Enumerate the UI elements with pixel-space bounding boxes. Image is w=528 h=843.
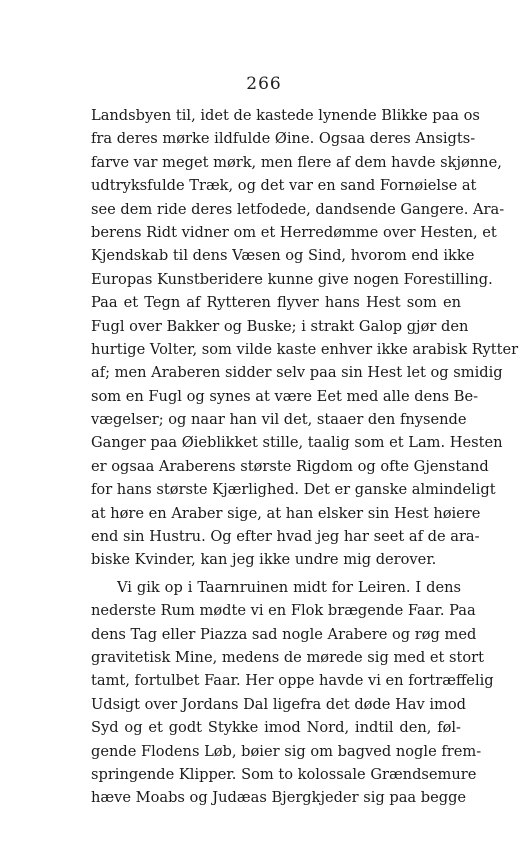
text-line: af; men Araberen sidder selv paa sin Hest let og smidig [91, 364, 503, 382]
text-line: end sin Hustru. Og efter hvad jeg har seet af de ara- [91, 528, 480, 546]
text-line: Syd og et godt Stykke imod Nord, indtil den, føl- [91, 719, 461, 737]
text-line: berens Ridt vidner om et Herredømme over Hesten, et [91, 223, 497, 241]
text-line: hurtige Volter, som vilde kaste enhver ikke arabisk Rytter [91, 340, 519, 358]
text-line: fra deres mørke ildfulde Øine. Ogsaa deres Ansigts- [91, 130, 476, 148]
paragraph-end-line: biske Kvinder, kan jeg ikke undre mig derover. [91, 551, 437, 569]
text-line: tamt, fortulbet Faar. Her oppe havde vi en fortræffelig [91, 672, 494, 690]
body-text [91, 104, 519, 810]
text-line: farve var meget mørk, men flere af dem havde skjønne, [91, 153, 502, 171]
text-line: gravitetisk Mine, medens de mørede sig med et stort [91, 648, 485, 666]
text-line: udtryksfulde Træk, og det var en sand Fornøielse at [91, 177, 477, 195]
text-line: for hans største Kjærlighed. Det er ganske almindeligt [91, 481, 496, 499]
text-line: dens Tag eller Piazza sad nogle Arabere og røg med [91, 625, 477, 643]
text-line: vægelser; og naar han vil det, staaer den fnysende [91, 411, 467, 429]
text-line: gende Flodens Løb, bøier sig om bagved nogle frem- [91, 742, 482, 760]
page-number: 266 [246, 74, 282, 94]
text-line: er ogsaa Araberens største Rigdom og ofte Gjenstand [91, 457, 489, 475]
text-line: at høre en Araber sige, at han elsker sin Hest høiere [91, 504, 481, 522]
text-line: Udsigt over Jordans Dal ligefra det døde Hav imod [91, 695, 467, 713]
text-line: Fugl over Bakker og Buske; i strakt Galop gjør den [91, 317, 469, 335]
text-line: nederste Rum mødte vi en Flok brægende Faar. Paa [91, 602, 476, 620]
text-line: Europas Kunstberidere kunne give nogen Forestilling. [91, 270, 493, 288]
text-line: Paa et Tegn af Rytteren flyver hans Hest som en [91, 294, 461, 312]
text-line: Ganger paa Øieblikket stille, taalig som et Lam. Hesten [91, 434, 503, 452]
text-line: Kjendskab til dens Væsen og Sind, hvorom end ikke [91, 247, 475, 265]
text-line: springende Klipper. Som to kolossale Grændsemure [91, 765, 477, 783]
text-line: see dem ride deres letfodede, dandsende Gangere. Ara- [91, 200, 505, 218]
text-line: Landsbyen til, idet de kastede lynende Blikke paa os [91, 107, 480, 124]
paragraph-start-line: Vi gik op i Taarnruinen midt for Leiren. I dens [117, 578, 461, 596]
text-line: som en Fugl og synes at være Eet med alle dens Be- [91, 387, 479, 405]
text-line: hæve Moabs og Judæas Bjergkjeder sig paa begge [91, 789, 467, 807]
